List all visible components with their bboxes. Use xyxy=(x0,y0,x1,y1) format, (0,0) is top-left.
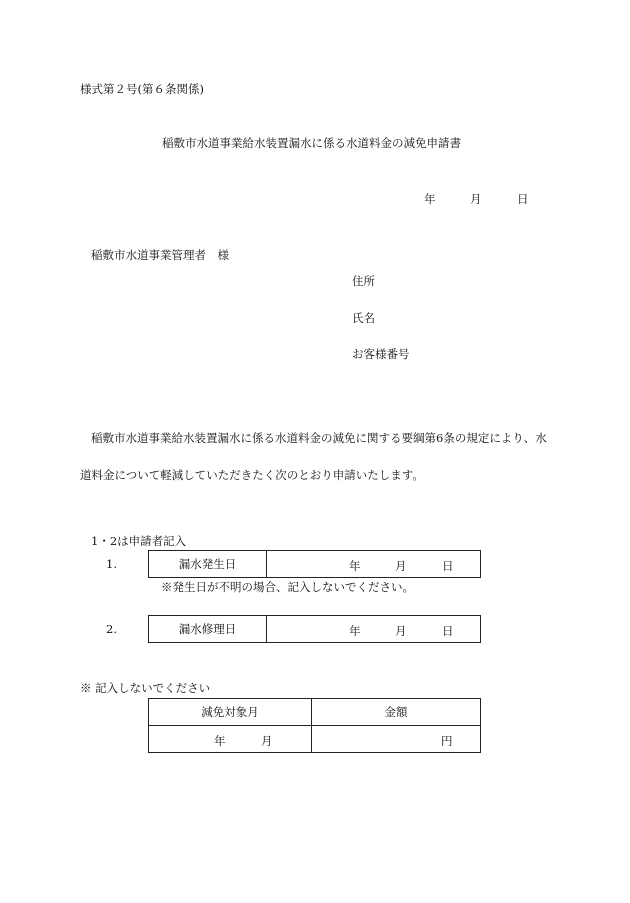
leak-repair-label: 漏水修理日 xyxy=(149,616,267,643)
reduction-month-field[interactable] xyxy=(149,726,312,753)
customer-number-label: お客様番号 xyxy=(352,347,410,361)
section-note: 1・2は申請者記入 xyxy=(91,534,187,548)
amount-header: 金額 xyxy=(312,699,481,726)
leak-occurrence-table xyxy=(148,550,481,578)
leak-repair-date-field[interactable] xyxy=(267,616,481,643)
reduction-month-header: 減免対象月 xyxy=(149,699,312,726)
office-use-note: ※ 記入しないでください xyxy=(80,681,211,695)
reduction-month-year: 年 xyxy=(214,734,226,748)
item-2-number: 2. xyxy=(106,622,117,636)
leak-occurrence-label: 漏水発生日 xyxy=(149,551,267,578)
leak-occurrence-month: 月 xyxy=(395,559,407,573)
leak-repair-table xyxy=(148,615,481,643)
office-use-table xyxy=(148,698,481,753)
leak-repair-day: 日 xyxy=(442,624,454,638)
leak-occurrence-date-field[interactable] xyxy=(267,551,481,578)
body-text-line-1: 稲敷市水道事業給水装置漏水に係る水道料金の減免に関する要綱第6条の規定により、水 xyxy=(91,431,547,445)
leak-occurrence-year: 年 xyxy=(349,559,361,573)
date-month-label: 月 xyxy=(470,192,482,206)
amount-yen: 円 xyxy=(441,734,453,748)
body-text-line-2: 道料金について軽減していただきたく次のとおり申請いたします。 xyxy=(80,468,424,482)
date-day-label: 日 xyxy=(517,192,529,206)
date-year-label: 年 xyxy=(424,192,436,206)
name-label: 氏名 xyxy=(352,311,375,325)
document-title: 稲敷市水道事業給水装置漏水に係る水道料金の減免申請書 xyxy=(162,136,461,150)
addressee: 稲敷市水道事業管理者 様 xyxy=(91,248,229,262)
leak-occurrence-day: 日 xyxy=(442,559,454,573)
leak-repair-month: 月 xyxy=(395,624,407,638)
reduction-month-month: 月 xyxy=(261,734,273,748)
amount-field[interactable] xyxy=(312,726,481,753)
item-1-number: 1. xyxy=(106,557,117,571)
form-number: 様式第２号(第６条関係) xyxy=(80,82,204,96)
leak-occurrence-note: ※発生日が不明の場合、記入しないでください。 xyxy=(161,580,414,594)
address-label: 住所 xyxy=(352,274,375,288)
leak-repair-year: 年 xyxy=(349,624,361,638)
